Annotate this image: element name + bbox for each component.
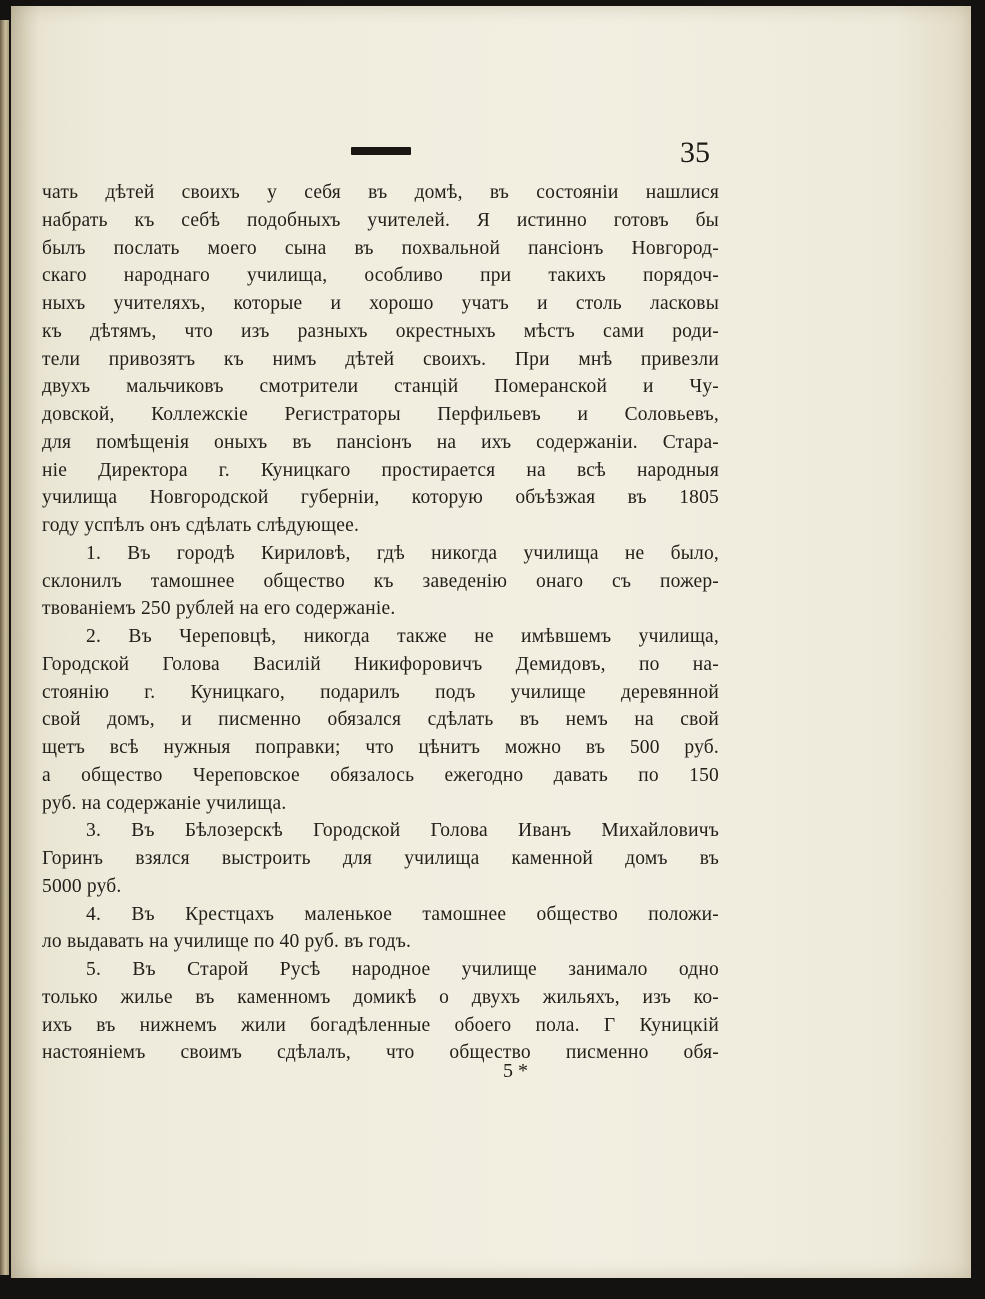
text-line: училища Новгородской губернiи, которую объѣзжая въ 1805 bbox=[42, 487, 719, 509]
text-line: Горинъ взялся выстроить для училища каменной домъ въ bbox=[42, 848, 719, 869]
header-rule-ornament bbox=[351, 147, 411, 155]
text-line: настоянiемъ своимъ сдѣлалъ, что общество писменно обя- bbox=[42, 1042, 719, 1064]
text-line: щетъ всѣ нужныя поправки; что цѣнитъ можно въ 500 руб. bbox=[42, 737, 719, 758]
text-line: довской, Коллежскiе Регистраторы Перфильевъ и Соловьевъ, bbox=[42, 404, 719, 425]
text-line: нiе Директора г. Куницкаго простирается на всѣ народныя bbox=[42, 459, 719, 481]
text-line: а общество Череповское обязалось ежегодно давать по 150 bbox=[42, 764, 719, 786]
text-line: свой домъ, и писменно обязался сдѣлать въ немъ на свой bbox=[42, 709, 719, 731]
book-page bbox=[11, 6, 971, 1278]
text-line: къ дѣтямъ, что изъ разныхъ окрестныхъ мѣстъ сами роди- bbox=[42, 320, 719, 342]
text-line: двухъ мальчиковъ смотрители станцiй Померанской и Чу- bbox=[42, 376, 719, 398]
text-line: стоянiю г. Куницкаго, подарилъ подъ училище деревянной bbox=[42, 681, 719, 703]
text-line: твованiемъ 250 рублей на его содержанiе. bbox=[42, 598, 396, 620]
text-line: склонилъ тамошнее общество къ заведенiю онаго съ пожер- bbox=[42, 570, 719, 592]
text-line: 2. Въ Череповцѣ, никогда также не имѣвшемъ училища, bbox=[86, 626, 719, 647]
text-line: 5000 руб. bbox=[42, 875, 122, 897]
text-line: Городской Голова Василiй Никифоровичъ Демидовъ, по на- bbox=[42, 653, 719, 675]
body-text bbox=[42, 179, 719, 1067]
text-line: 5. Въ Старой Русѣ народное училище занимало одно bbox=[86, 959, 719, 980]
text-line: ихъ въ нижнемъ жили богадѣленные обоего пола. Г Куницкiй bbox=[42, 1014, 719, 1036]
text-line: ныхъ учителяхъ, которые и хорошо учатъ и столь ласковы bbox=[42, 293, 719, 314]
previous-page-edge bbox=[0, 20, 9, 1275]
signature-mark: 5 * bbox=[503, 1060, 528, 1082]
text-line: году успѣлъ онъ сдѣлать слѣдующее. bbox=[42, 515, 360, 536]
text-line: ло выдавать на училище по 40 руб. въ годъ. bbox=[42, 931, 412, 953]
text-line: былъ послать моего сына въ похвальной пансiонъ Новгород- bbox=[42, 237, 719, 259]
text-line: 4. Въ Крестцахъ маленькое тамошнее общество положи- bbox=[86, 903, 719, 925]
text-line: для помѣщенiя оныхъ въ пансiонъ на ихъ содержанiи. Стара- bbox=[42, 431, 719, 453]
text-line: только жилье въ каменномъ домикѣ о двухъ жильяхъ, изъ ко- bbox=[42, 986, 719, 1008]
text-line: тели привозятъ къ нимъ дѣтей своихъ. При мнѣ привезли bbox=[42, 348, 719, 370]
text-line: 3. Въ Бѣлозерскѣ Городской Голова Иванъ Михайловичъ bbox=[86, 820, 719, 842]
text-line: 1. Въ городѣ Кириловѣ, гдѣ никогда училища не было, bbox=[86, 542, 719, 564]
text-line: руб. на содержанiе училища. bbox=[42, 792, 287, 814]
text-line: набрать къ себѣ подобныхъ учителей. Я истинно готовъ бы bbox=[42, 209, 719, 231]
text-line: скаго народнаго училища, особливо при такихъ порядоч- bbox=[42, 265, 719, 287]
page-number: 35 bbox=[680, 136, 710, 169]
text-line: чать дѣтей своихъ у себя въ домѣ, въ состоянiи нашлися bbox=[42, 182, 719, 203]
